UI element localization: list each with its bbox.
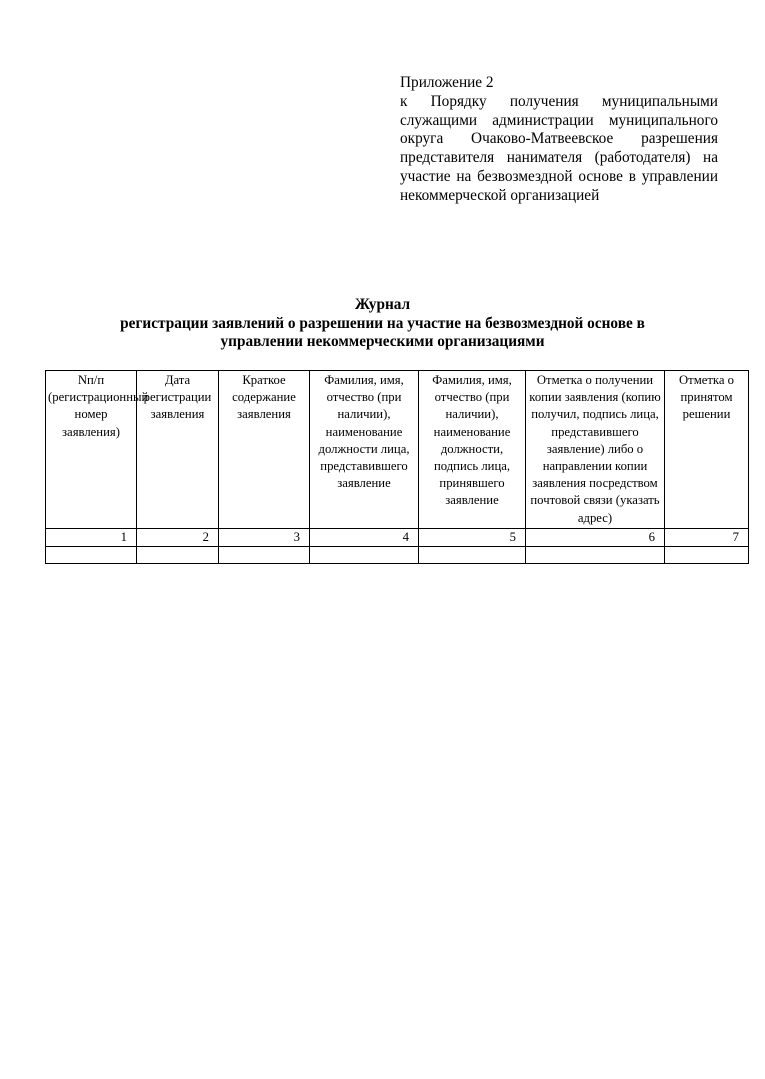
column-number: 4 [310, 528, 419, 546]
header-registration-date: Дата регистрации заявления [137, 371, 219, 529]
table-row [46, 546, 749, 563]
empty-cell [46, 546, 137, 563]
column-number: 3 [219, 528, 310, 546]
header-summary: Краткое содержание заявления [219, 371, 310, 529]
empty-cell [665, 546, 749, 563]
column-number: 1 [46, 528, 137, 546]
empty-cell [419, 546, 526, 563]
appendix-block [400, 74, 718, 206]
appendix-heading: Приложение 2 [400, 74, 494, 91]
header-receiver: Фамилия, имя, отчество (при наличии), наименование должности, подпись лица, принявшего заявление [419, 371, 526, 529]
empty-cell [219, 546, 310, 563]
empty-cell [310, 546, 419, 563]
journal-subtitle-line-1: регистрации заявлений о разрешении на участие на безвозмездной основе в [120, 314, 645, 332]
empty-cell [526, 546, 665, 563]
column-number: 6 [526, 528, 665, 546]
table-header-row [46, 371, 749, 529]
column-number: 2 [137, 528, 219, 546]
header-decision-mark: Отметка о принятом решении [665, 371, 749, 529]
header-submitter: Фамилия, имя, отчество (при наличии), наименование должности лица, представившего заявление [310, 371, 419, 529]
column-number-row [46, 528, 749, 546]
header-registration-number: Nп/п (регистрационный номер заявления) [46, 371, 137, 529]
empty-cell [137, 546, 219, 563]
journal-subtitle-line-2: управлении некоммерческими организациями [220, 333, 545, 350]
registration-table [45, 370, 749, 564]
column-number: 7 [665, 528, 749, 546]
journal-title-block [0, 296, 765, 352]
appendix-text: к Порядку получения муниципальными служащими администрации муниципального округа Очаково-Матвеевское разрешения представителя нанимателя (работодателя) на участие на безвозмездной основе в управлении некоммерческой организацией [400, 92, 718, 204]
journal-title: Журнал [354, 296, 411, 313]
column-number: 5 [419, 528, 526, 546]
header-copy-mark: Отметка о получении копии заявления (копию получил, подпись лица, представившего заявление) либо о направлении копии заявления посредством почтовой связи (указать адрес) [526, 371, 665, 529]
